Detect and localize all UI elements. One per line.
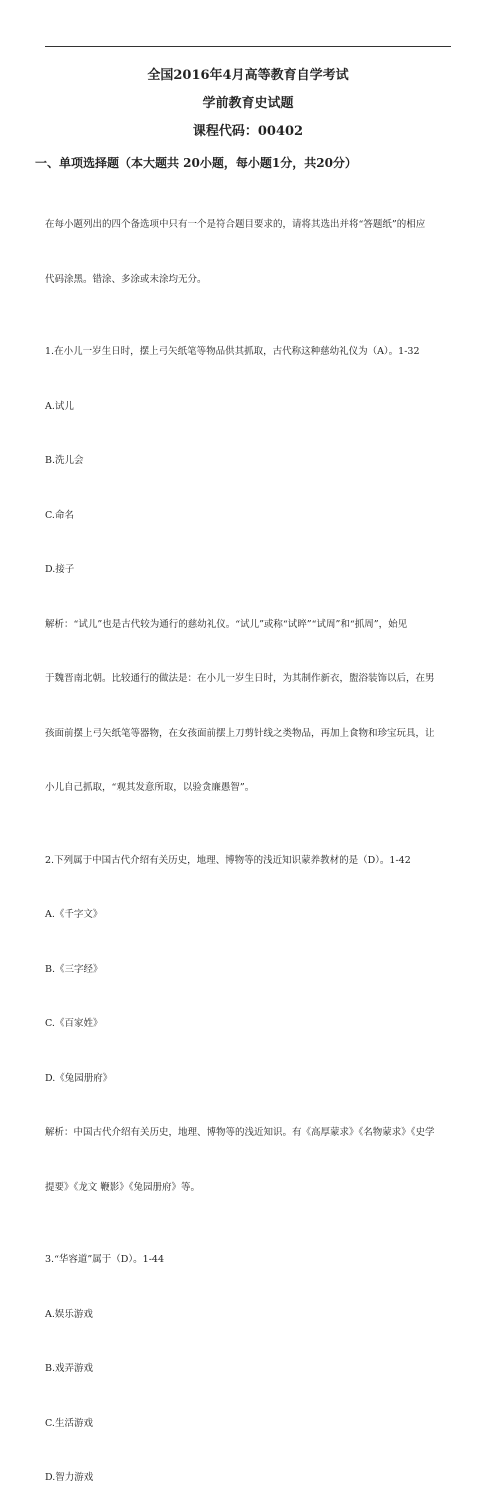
- course-code: 课程代码：00402: [192, 124, 304, 139]
- option-a: A.娱乐游戏: [45, 1308, 93, 1320]
- intro-line: 在每小题列出的四个备选项中只有一个是符合题目要求的，请将其选出并将“答题纸”的相应: [45, 219, 426, 230]
- option-c: C.《百家姓》: [45, 1018, 103, 1029]
- exam-subject: 学前教育史试题: [202, 96, 294, 111]
- analysis-line: 解析：“试儿”也是古代较为通行的慈幼礼仪。“试儿”或称“试晬”“试周”和“抓周”，始见: [45, 618, 408, 630]
- question-stem: 3.“华容道”属于（D）。1-44: [45, 1254, 164, 1265]
- section-heading: 一、单项选择题（本大题共 20小题，每小题1分，共20分）: [35, 156, 357, 170]
- option-b: B.《三字经》: [45, 963, 103, 975]
- analysis-line: 提要》《龙文 鞭影》《兔园册府》等。: [45, 1181, 201, 1193]
- option-b: B.戏弄游戏: [45, 1363, 94, 1374]
- option-d: D.接子: [45, 564, 75, 575]
- intro-line: 代码涂黑。错涂、多涂或未涂均无分。: [45, 273, 207, 285]
- option-c: C.命名: [45, 509, 74, 521]
- analysis-line: 小儿自己抓取，“观其发意所取，以验贪廉愚智”。: [45, 782, 255, 793]
- option-b: B.洗儿会: [45, 455, 84, 466]
- analysis-line: 于魏晋南北朝。比较通行的做法是：在小儿一岁生日时，为其制作新衣，盥浴装饰以后，在男: [45, 673, 435, 684]
- question-stem: 2.下列属于中国古代介绍有关历史，地理、博物等的浅近知识蒙养教材的是（D）。1-42: [45, 854, 411, 866]
- option-c: C.生活游戏: [45, 1417, 93, 1429]
- option-d: D.《兔园册府》: [45, 1072, 113, 1084]
- question-stem: 1.在小儿一岁生日时，摆上弓矢纸笔等物品供其抓取，古代称这种慈幼礼仪为（A）。1-32: [45, 346, 420, 357]
- question-body: [45, 180, 457, 1506]
- option-a: A.试儿: [45, 400, 74, 412]
- analysis-line: 孩面前摆上弓矢纸笔等器物，在女孩面前摆上刀剪针线之类物品，再加上食物和珍宝玩具，让: [45, 727, 435, 739]
- option-d: D.智力游戏: [45, 1472, 94, 1483]
- analysis-line: 解析：中国古代介绍有关历史，地理、博物等的浅近知识。有《高厚蒙求》《名物蒙求》《史学: [45, 1127, 435, 1138]
- top-rule: [45, 46, 451, 47]
- option-a: A.《千字文》: [45, 909, 103, 920]
- exam-title: 全国2016年4月高等教育自学考试: [147, 68, 349, 83]
